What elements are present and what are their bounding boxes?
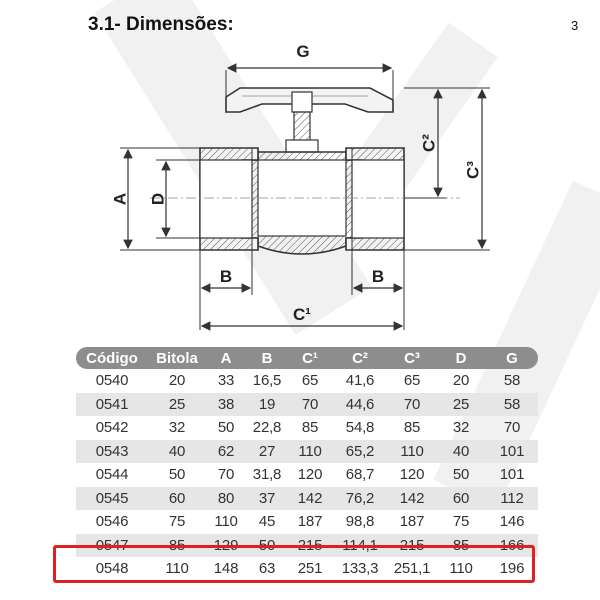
table-cell: 0542: [95, 419, 129, 437]
table-cell: 65: [403, 372, 421, 390]
column-header: C¹: [302, 349, 318, 367]
column-header: A: [220, 349, 232, 367]
column-header: C²: [352, 349, 368, 367]
table-cell: 133,3: [341, 560, 379, 578]
table-cell: 85: [148, 534, 206, 558]
table-cell: 32: [452, 419, 470, 437]
table-cell: 0546: [95, 513, 129, 531]
table-cell: 251,1: [393, 560, 431, 578]
table-cell: 65,2: [332, 440, 388, 464]
table-cell: 0541: [76, 393, 148, 417]
dimension-c1: [200, 295, 402, 330]
table-cell: 120: [399, 466, 425, 484]
table-cell: 68,7: [345, 466, 375, 484]
table-cell: 187: [399, 513, 425, 531]
table-cell: 0547: [76, 534, 148, 558]
table-row: [76, 463, 538, 487]
table-cell: 37: [246, 487, 288, 511]
table-row: [76, 369, 538, 393]
table-row: [76, 440, 538, 464]
column-header: B: [261, 349, 273, 367]
table-row: [76, 393, 538, 417]
table-cell: 98,8: [345, 513, 375, 531]
table-cell: 62: [206, 440, 246, 464]
table-cell: 110: [288, 440, 332, 464]
label-g: G: [296, 42, 310, 61]
table-cell: 76,2: [332, 487, 388, 511]
label-c3: C³: [463, 161, 483, 179]
table-cell: 54,8: [345, 419, 375, 437]
table-cell: 75: [452, 513, 470, 531]
table-row: [76, 416, 538, 440]
table-cell: 142: [288, 487, 332, 511]
table-cell: 50: [217, 419, 235, 437]
table-cell: 0544: [95, 466, 129, 484]
table-cell: 0545: [76, 487, 148, 511]
table-cell: 85: [403, 419, 421, 437]
table-cell: 58: [503, 372, 521, 390]
dimension-c3: [404, 88, 490, 250]
label-b-left: B: [219, 267, 233, 286]
valve-handle: [226, 88, 393, 152]
table-cell: 0543: [76, 440, 148, 464]
table-cell: 60: [436, 487, 486, 511]
table-cell: 25: [148, 393, 206, 417]
table-cell: 50: [246, 534, 288, 558]
table-cell: 40: [436, 440, 486, 464]
table-cell: 114,1: [332, 534, 388, 558]
table-cell: 148: [213, 560, 239, 578]
table-cell: 129: [206, 534, 246, 558]
table-cell: 27: [246, 440, 288, 464]
table-cell: 50: [168, 466, 186, 484]
table-cell: 19: [246, 393, 288, 417]
table-cell: 45: [258, 513, 276, 531]
table-row: [76, 510, 538, 534]
table-cell: 146: [499, 513, 525, 531]
table-cell: 20: [168, 372, 186, 390]
table-cell: 16,5: [252, 372, 282, 390]
table-cell: 70: [503, 419, 521, 437]
table-cell: 112: [486, 487, 538, 511]
column-header: C³: [404, 349, 420, 367]
table-cell: 215: [288, 534, 332, 558]
label-b-right: B: [371, 267, 385, 286]
table-cell: 38: [206, 393, 246, 417]
table-cell: 44,6: [332, 393, 388, 417]
table-cell: 20: [452, 372, 470, 390]
table-cell: 75: [168, 513, 186, 531]
table-cell: 101: [486, 440, 538, 464]
table-cell: 60: [148, 487, 206, 511]
label-a: A: [110, 192, 130, 206]
column-header: G: [506, 349, 518, 367]
label-d: D: [148, 192, 168, 206]
table-cell: 70: [288, 393, 332, 417]
table-cell: 25: [436, 393, 486, 417]
table-row: [76, 487, 538, 511]
table-cell: 101: [499, 466, 525, 484]
section-title: 3.1- Dimensões:: [88, 14, 234, 35]
table-cell: 110: [449, 560, 473, 578]
dimension-b-right: [352, 250, 404, 330]
table-cell: 41,6: [345, 372, 375, 390]
dimension-d: [148, 160, 200, 238]
table-cell: 85: [436, 534, 486, 558]
table-cell: 0540: [95, 372, 129, 390]
table-cell: 85: [301, 419, 319, 437]
table-cell: 120: [297, 466, 323, 484]
table-cell: 33: [217, 372, 235, 390]
table-cell: 63: [258, 560, 276, 578]
label-c2: C²: [419, 134, 439, 152]
table-cell: 40: [148, 440, 206, 464]
table-cell: 32: [168, 419, 186, 437]
table-cell: 50: [452, 466, 470, 484]
dimension-c2: [404, 88, 446, 198]
table-cell: 251: [297, 560, 323, 578]
table-cell: 65: [301, 372, 319, 390]
table-cell: 58: [486, 393, 538, 417]
table-cell: 110: [214, 513, 238, 531]
table-cell: 70: [388, 393, 436, 417]
column-header: Bitola: [156, 349, 198, 367]
table-header-row: [76, 347, 538, 369]
table-cell: 142: [388, 487, 436, 511]
label-c1: C¹: [293, 305, 311, 324]
table-cell: 22,8: [252, 419, 282, 437]
table-cell: 70: [217, 466, 235, 484]
table-cell: 31,8: [252, 466, 282, 484]
table-cell: 196: [499, 560, 525, 578]
page-corner-mark: 3: [571, 18, 579, 33]
table-cell: 166: [486, 534, 538, 558]
table-cell: 215: [388, 534, 436, 558]
table-cell: 0548: [95, 560, 129, 578]
table-cell: 110: [165, 560, 189, 578]
table-cell: 110: [388, 440, 436, 464]
dimension-b-left: [200, 250, 252, 295]
table-cell: 187: [297, 513, 323, 531]
highlight-box: [53, 545, 535, 583]
column-header: Código: [86, 349, 138, 367]
table-cell: 80: [206, 487, 246, 511]
column-header: D: [455, 349, 467, 367]
